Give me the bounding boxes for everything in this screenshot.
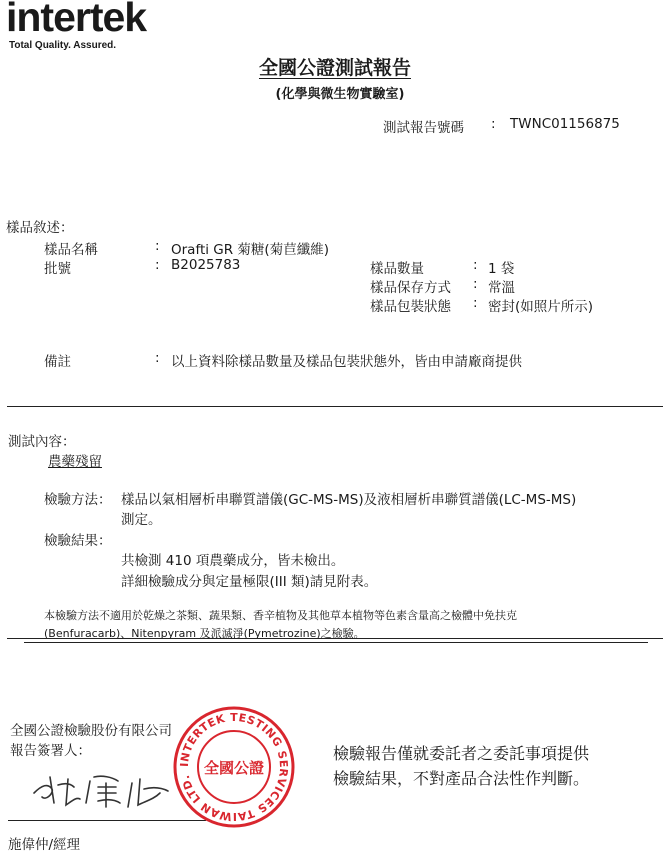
qty-sep: : [473,257,478,273]
lot-sep: : [155,257,160,273]
sample-name-label: 樣品名稱 [44,242,98,258]
remark-label: 備註 [44,354,71,370]
qty-label: 樣品數量 [370,261,424,277]
test-heading: 測試內容： [8,434,76,450]
divider [7,638,663,639]
method-line1: 樣品以氣相層析串聯質譜儀(GC-MS-MS)及液相層析串聯質譜儀(LC-MS-MS) [121,492,577,508]
pack-label: 樣品包裝狀態 [370,299,451,315]
title-text: 全國公證測試報告 [258,57,411,79]
qty-value: 1 袋 [488,261,515,277]
pack-sep: : [473,295,478,311]
test-item: 農藥殘留 [48,454,102,470]
signer-label: 報告簽署人： [10,743,91,759]
company-name: 全國公證檢驗股份有限公司 [10,723,172,739]
intertek-logo: intertek [6,0,147,40]
logo-tagline: Total Quality. Assured. [9,40,117,51]
sample-name-sep: : [155,238,160,254]
method-line2: 測定。 [121,512,162,528]
footnote-line1: 本檢驗方法不適用於乾燥之茶類、蔬果類、香辛植物及其他草本植物等色素含量高之檢體中免扶克 [44,609,517,622]
method-label: 檢驗方法： [44,492,112,508]
sample-heading: 樣品敘述： [6,220,74,236]
result-label: 檢驗結果： [44,533,112,549]
remark-sep: : [155,350,160,366]
pack-value: 密封(如照片所示) [488,299,594,315]
page-subtitle: (化學與微生物實驗室) [275,87,405,102]
storage-label: 樣品保存方式 [370,280,451,296]
report-no-sep: : [491,116,496,132]
result-line2: 詳細檢驗成分與定量極限(III 類)請見附表。 [121,574,378,590]
disclaimer [333,741,589,791]
sample-name-value: Orafti GR 菊糖(菊苣纖維) [171,242,329,258]
seal-center-text: 全國公證 [203,759,265,777]
footnote-line2: (Benfuracarb)、Nitenpyram 及派滅淨(Pymetrozine)之檢驗。 [44,627,365,640]
divider [24,642,648,643]
seal-ring-text: INTERTEK TESTING SERVICES TAIWAN LTD. [177,710,291,824]
remark-value: 以上資料除樣品數量及樣品包裝狀態外，皆由申請廠商提供 [171,354,522,370]
signer-name: 施偉仲/經理 [8,837,81,853]
company-seal [172,705,296,829]
result-line1: 共檢測 410 項農藥成分，皆未檢出。 [121,553,345,569]
disclaimer-line2: 檢驗結果，不對產品合法性作判斷。 [333,769,590,788]
disclaimer-line1: 檢驗報告僅就委託者之委託事項提供 [333,744,590,763]
storage-value: 常溫 [488,280,515,296]
report-no-label: 測試報告號碼 [383,120,464,136]
storage-sep: : [473,276,478,292]
page-title [0,53,670,80]
divider [7,406,663,407]
lot-label: 批號 [44,261,71,277]
lot-value: B2025783 [171,257,241,273]
handwritten-signature [28,763,178,813]
report-no-value: TWNC01156875 [510,116,620,132]
